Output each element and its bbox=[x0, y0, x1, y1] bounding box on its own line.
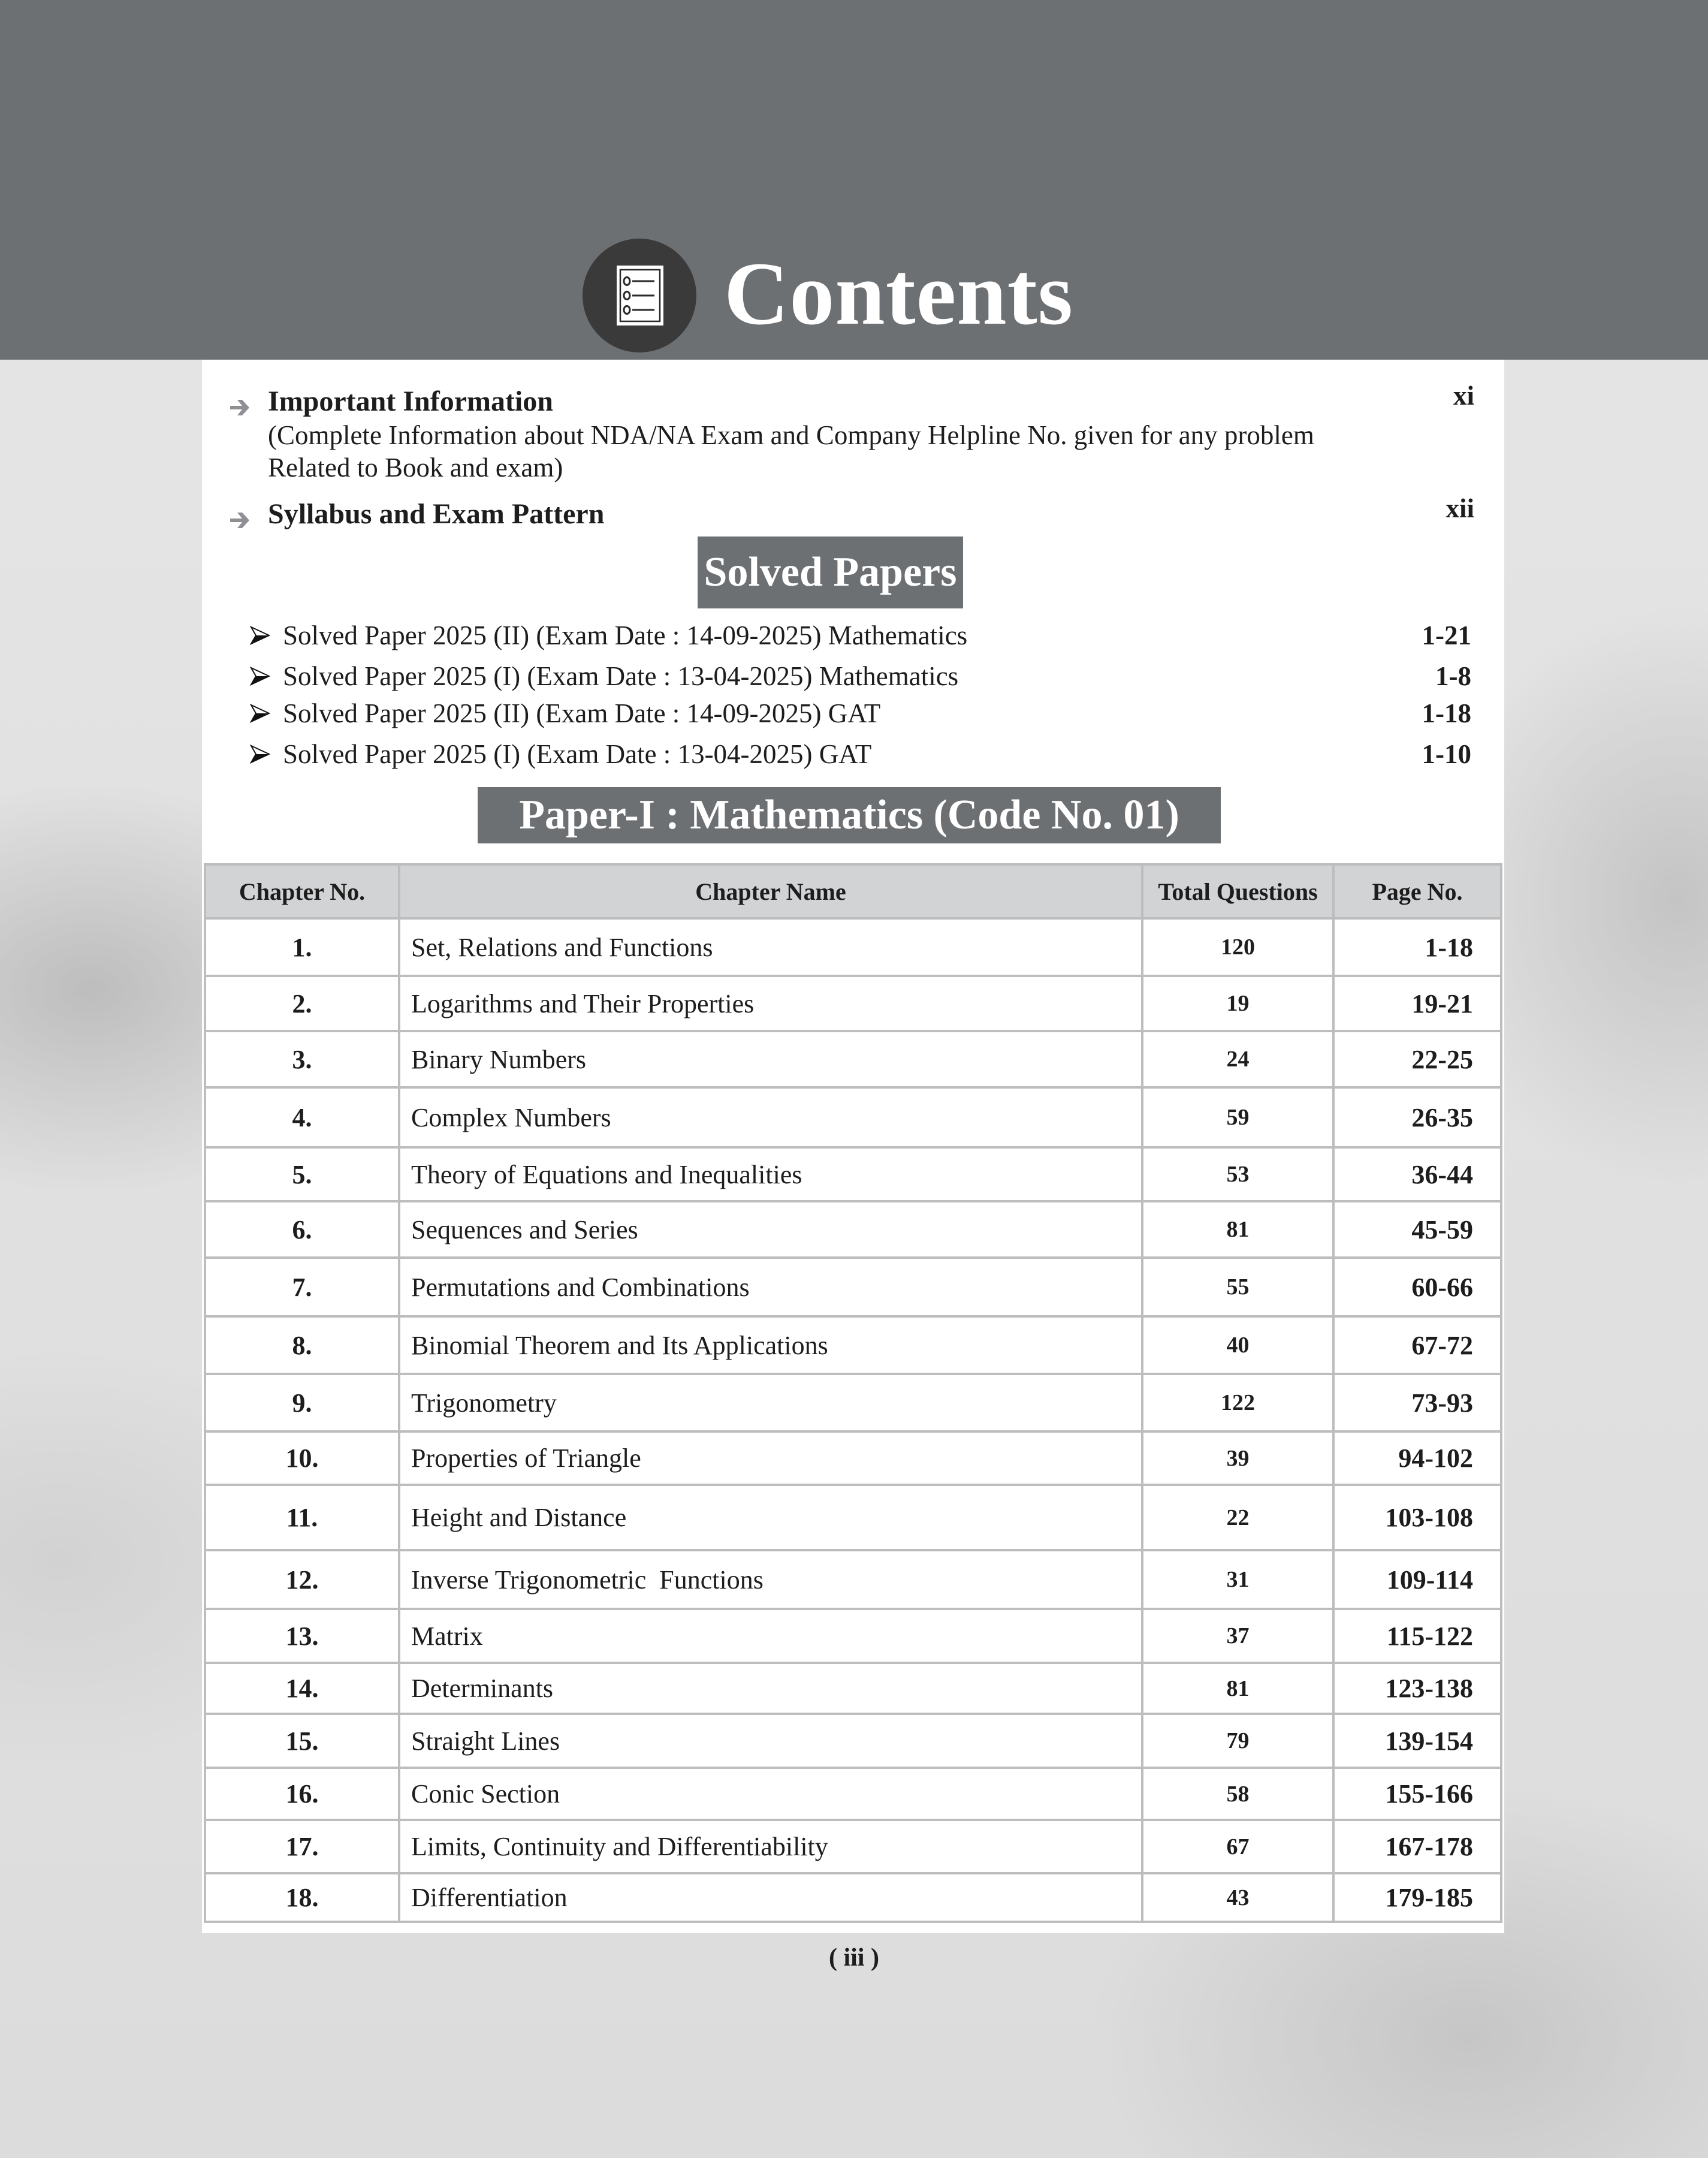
chapter-name: Permutations and Combinations bbox=[399, 1258, 1142, 1316]
table-row[interactable] bbox=[205, 1873, 1501, 1922]
chapter-name: Set, Relations and Functions bbox=[399, 918, 1142, 976]
table-row[interactable] bbox=[205, 1316, 1501, 1374]
page-title: Contents bbox=[724, 244, 1074, 343]
solved-paper-pages: 1-21 bbox=[1422, 620, 1471, 650]
total-questions: 39 bbox=[1142, 1431, 1333, 1485]
page-range: 67-72 bbox=[1333, 1316, 1501, 1374]
chapter-name: Logarithms and Their Properties bbox=[399, 976, 1142, 1031]
chapter-name: Theory of Equations and Inequalities bbox=[399, 1147, 1142, 1201]
table-row[interactable] bbox=[205, 1431, 1501, 1485]
table-row[interactable] bbox=[205, 1609, 1501, 1663]
arrow-right-icon bbox=[229, 508, 253, 532]
total-questions: 67 bbox=[1142, 1820, 1333, 1873]
chapter-name: Properties of Triangle bbox=[399, 1431, 1142, 1485]
page-range: 103-108 bbox=[1333, 1485, 1501, 1550]
total-questions: 55 bbox=[1142, 1258, 1333, 1316]
column-header-page-no: Page No. bbox=[1333, 864, 1501, 918]
chapter-number: 18. bbox=[205, 1873, 399, 1922]
solved-paper-label: Solved Paper 2025 (I) (Exam Date : 13-04-2025) Mathematics bbox=[283, 661, 959, 691]
chapter-name: Binary Numbers bbox=[399, 1031, 1142, 1087]
table-row[interactable] bbox=[205, 1258, 1501, 1316]
table-header-row bbox=[205, 864, 1501, 918]
total-questions: 24 bbox=[1142, 1031, 1333, 1087]
intro-item-title: Syllabus and Exam Pattern bbox=[268, 498, 605, 530]
total-questions: 37 bbox=[1142, 1609, 1333, 1663]
total-questions: 79 bbox=[1142, 1714, 1333, 1768]
page-range: 60-66 bbox=[1333, 1258, 1501, 1316]
arrow-right-icon bbox=[229, 396, 253, 420]
chapter-number: 6. bbox=[205, 1201, 399, 1258]
page-range: 167-178 bbox=[1333, 1820, 1501, 1873]
solved-papers-heading: Solved Papers bbox=[698, 537, 963, 608]
solved-paper-pages: 1-18 bbox=[1422, 698, 1471, 728]
chapter-number: 2. bbox=[205, 976, 399, 1031]
page-range: 155-166 bbox=[1333, 1768, 1501, 1820]
page-range: 123-138 bbox=[1333, 1663, 1501, 1714]
solved-paper-pages: 1-8 bbox=[1435, 661, 1471, 691]
total-questions: 19 bbox=[1142, 976, 1333, 1031]
total-questions: 31 bbox=[1142, 1550, 1333, 1609]
page-range: 94-102 bbox=[1333, 1431, 1501, 1485]
intro-item-description-line: Related to Book and exam) bbox=[268, 453, 563, 483]
chapter-name: Straight Lines bbox=[399, 1714, 1142, 1768]
checklist-document-icon bbox=[583, 239, 696, 352]
chapter-number: 1. bbox=[205, 918, 399, 976]
chapter-number: 4. bbox=[205, 1087, 399, 1147]
total-questions: 22 bbox=[1142, 1485, 1333, 1550]
table-row[interactable] bbox=[205, 976, 1501, 1031]
page-range: 36-44 bbox=[1333, 1147, 1501, 1201]
table-row[interactable] bbox=[205, 1768, 1501, 1820]
chapter-name: Differentiation bbox=[399, 1873, 1142, 1922]
total-questions: 58 bbox=[1142, 1768, 1333, 1820]
total-questions: 43 bbox=[1142, 1873, 1333, 1922]
page-range: 73-93 bbox=[1333, 1374, 1501, 1431]
table-row[interactable] bbox=[205, 1031, 1501, 1087]
chapter-number: 13. bbox=[205, 1609, 399, 1663]
page-range: 26-35 bbox=[1333, 1087, 1501, 1147]
total-questions: 53 bbox=[1142, 1147, 1333, 1201]
chapter-number: 15. bbox=[205, 1714, 399, 1768]
page-range: 115-122 bbox=[1333, 1609, 1501, 1663]
page-range: 179-185 bbox=[1333, 1873, 1501, 1922]
total-questions: 81 bbox=[1142, 1663, 1333, 1714]
intro-item-description-line: (Complete Information about NDA/NA Exam and Company Helpline No. given for any problem bbox=[268, 420, 1314, 450]
solved-paper-item[interactable] bbox=[226, 617, 1480, 653]
solved-paper-label: Solved Paper 2025 (II) (Exam Date : 14-09-2025) Mathematics bbox=[283, 620, 968, 650]
chapter-number: 10. bbox=[205, 1431, 399, 1485]
paper-section-heading: Paper-I : Mathematics (Code No. 01) bbox=[478, 787, 1221, 843]
solved-paper-item[interactable] bbox=[226, 658, 1480, 694]
table-row[interactable] bbox=[205, 918, 1501, 976]
table-row[interactable] bbox=[205, 1485, 1501, 1550]
arrowhead-bullet-icon bbox=[250, 667, 270, 686]
arrowhead-bullet-icon bbox=[250, 704, 270, 723]
total-questions: 40 bbox=[1142, 1316, 1333, 1374]
page-range: 109-114 bbox=[1333, 1550, 1501, 1609]
table-row[interactable] bbox=[205, 1714, 1501, 1768]
page-range: 19-21 bbox=[1333, 976, 1501, 1031]
intro-item-page: xii bbox=[1446, 493, 1474, 523]
chapter-number: 9. bbox=[205, 1374, 399, 1431]
page-range: 139-154 bbox=[1333, 1714, 1501, 1768]
chapter-name: Limits, Continuity and Differentiability bbox=[399, 1820, 1142, 1873]
total-questions: 81 bbox=[1142, 1201, 1333, 1258]
page-number: ( iii ) bbox=[829, 1944, 879, 1972]
page-range: 1-18 bbox=[1333, 918, 1501, 976]
solved-paper-label: Solved Paper 2025 (II) (Exam Date : 14-09-2025) GAT bbox=[283, 698, 881, 728]
table-row[interactable] bbox=[205, 1147, 1501, 1201]
table-row[interactable] bbox=[205, 1820, 1501, 1873]
solved-paper-item[interactable] bbox=[226, 695, 1480, 731]
chapter-name: Height and Distance bbox=[399, 1485, 1142, 1550]
chapter-number: 11. bbox=[205, 1485, 399, 1550]
column-header-chapter-no: Chapter No. bbox=[205, 864, 399, 918]
total-questions: 59 bbox=[1142, 1087, 1333, 1147]
page-range: 45-59 bbox=[1333, 1201, 1501, 1258]
chapter-name: Trigonometry bbox=[399, 1374, 1142, 1431]
chapter-name: Matrix bbox=[399, 1609, 1142, 1663]
chapter-number: 8. bbox=[205, 1316, 399, 1374]
table-row[interactable] bbox=[205, 1374, 1501, 1431]
column-header-chapter-name: Chapter Name bbox=[399, 864, 1142, 918]
intro-item-title: Important Information bbox=[268, 385, 553, 417]
arrowhead-bullet-icon bbox=[250, 626, 270, 645]
table-row[interactable] bbox=[205, 1550, 1501, 1609]
chapters-table bbox=[204, 863, 1502, 1923]
table-row[interactable] bbox=[205, 1201, 1501, 1258]
chapter-number: 17. bbox=[205, 1820, 399, 1873]
chapter-number: 16. bbox=[205, 1768, 399, 1820]
chapter-number: 7. bbox=[205, 1258, 399, 1316]
chapter-name: Sequences and Series bbox=[399, 1201, 1142, 1258]
chapter-number: 14. bbox=[205, 1663, 399, 1714]
solved-paper-label: Solved Paper 2025 (I) (Exam Date : 13-04-2025) GAT bbox=[283, 739, 872, 769]
chapter-number: 12. bbox=[205, 1550, 399, 1609]
table-row[interactable] bbox=[205, 1087, 1501, 1147]
chapter-name: Conic Section bbox=[399, 1768, 1142, 1820]
chapter-name: Complex Numbers bbox=[399, 1087, 1142, 1147]
total-questions: 122 bbox=[1142, 1374, 1333, 1431]
chapter-name: Inverse Trigonometric Functions bbox=[399, 1550, 1142, 1609]
total-questions: 120 bbox=[1142, 918, 1333, 976]
chapter-name: Determinants bbox=[399, 1663, 1142, 1714]
arrowhead-bullet-icon bbox=[250, 745, 270, 764]
page-range: 22-25 bbox=[1333, 1031, 1501, 1087]
intro-item-page: xi bbox=[1453, 381, 1474, 411]
column-header-total-questions: Total Questions bbox=[1142, 864, 1333, 918]
solved-paper-item[interactable] bbox=[226, 736, 1480, 772]
table-row[interactable] bbox=[205, 1663, 1501, 1714]
chapter-number: 3. bbox=[205, 1031, 399, 1087]
chapter-number: 5. bbox=[205, 1147, 399, 1201]
solved-paper-pages: 1-10 bbox=[1422, 739, 1471, 769]
chapter-name: Binomial Theorem and Its Applications bbox=[399, 1316, 1142, 1374]
